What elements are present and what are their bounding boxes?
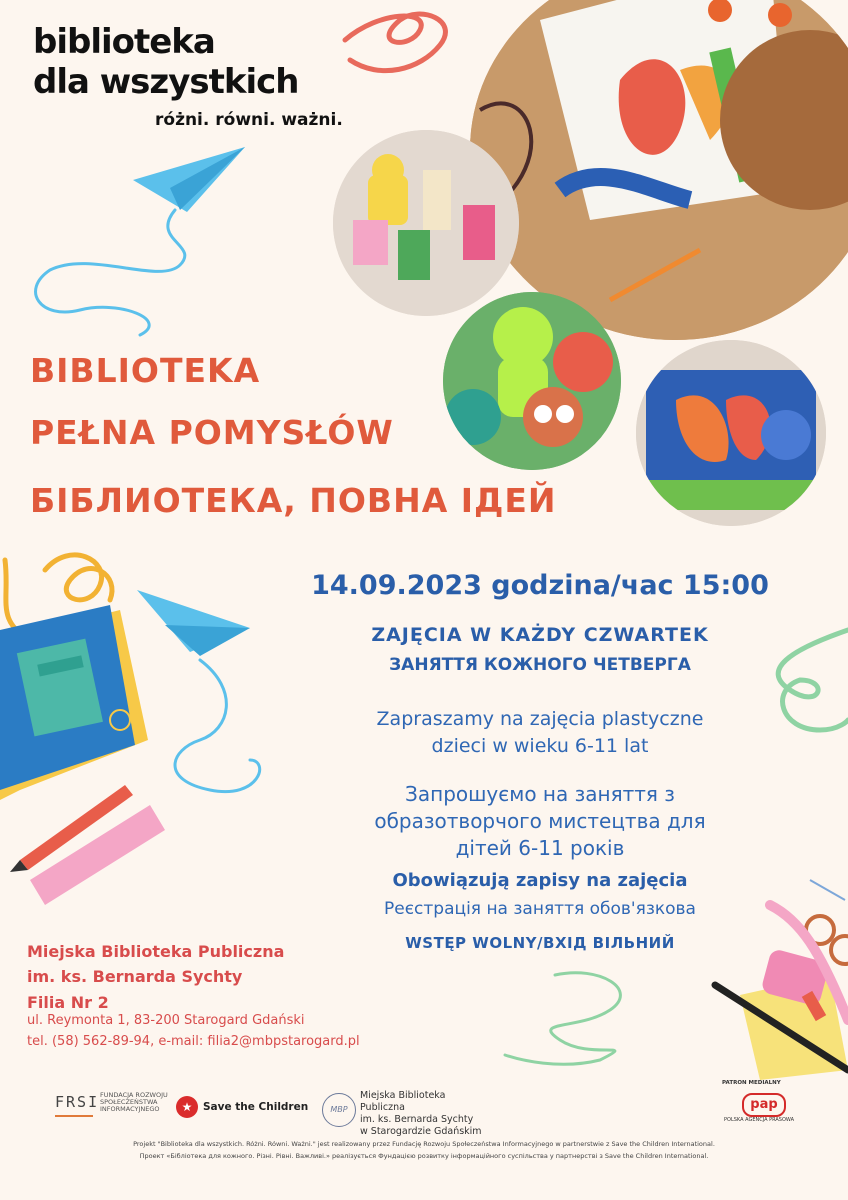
book-illustration — [0, 605, 148, 800]
library-contact: tel. (58) 562-89-94, e-mail: filia2@mbpstarogard.pl — [27, 1034, 360, 1049]
photo-butterfly-art — [636, 340, 826, 526]
mbp-footer-line-2: im. ks. Bernarda Sychty — [360, 1114, 474, 1125]
event-date-time: 14.09.2023 godzina/час 15:00 — [311, 570, 769, 601]
yellow-swirl — [45, 555, 112, 600]
library-street: ul. Reymonta 1, 83-200 Starogard Gdański — [27, 1013, 305, 1028]
footer-fineprint-pl: Projekt "Biblioteka dla wszystkich. Różni. Równi. Ważni." jest realizowany przez Fundację Rozwoju Społeczeństwa Informacyjnego w partnerstwie z Save the Children International. — [133, 1140, 715, 1148]
heading-line-3-ukrainian: БІБЛИОТЕКА, ПОВНА ІДЕЙ — [30, 481, 557, 520]
footer-fineprint-ua: Проект «Бібліотека для кожного. Різні. Рівні. Важливі.» реалізується Фундацією розвитку інформаційного суспільства у партнерстві з Save the Children International. — [139, 1152, 709, 1160]
invitation-pl-line-2: dzieci w wieku 6-11 lat — [431, 735, 649, 757]
media-patron-label: PATRON MEDIALNY — [722, 1080, 781, 1086]
save-the-children-logo — [176, 1096, 308, 1118]
invitation-pl-line-1: Zapraszamy na zajęcia plastyczne — [376, 708, 704, 730]
library-branch: Filia Nr 2 — [27, 993, 109, 1012]
save-the-children-text: Save the Children — [203, 1101, 309, 1113]
registration-required-pl: Obowiązują zapisy na zajęcia — [392, 870, 688, 891]
paper-plane-icon — [137, 590, 250, 656]
mbp-footer-line-3: w Starogardzie Gdańskim — [360, 1126, 482, 1137]
mbp-seal-logo: MBP — [322, 1093, 356, 1127]
invitation-ua-line-1: Запрошуємо на заняття з — [405, 782, 675, 806]
photo-paper-roll-crafts — [333, 130, 519, 316]
photo-felt-toys — [443, 292, 621, 470]
logo-line-1: biblioteka — [33, 22, 215, 62]
save-the-children-icon: ★ — [176, 1096, 198, 1118]
invitation-pl — [260, 706, 820, 760]
pap-subtitle: POLSKA AGENCJA PRASOWA — [724, 1117, 795, 1123]
invitation-ua-line-2: образотворчого мистецтва для — [374, 809, 706, 833]
registration-required-ua: Реєстрація на заняття обов'язкова — [384, 899, 696, 919]
paper-plane-icon — [133, 147, 245, 212]
library-name: Miejska Biblioteka Publiczna — [27, 942, 285, 961]
every-thursday-ua: ЗАНЯТТЯ КОЖНОГО ЧЕТВЕРГА — [389, 655, 691, 675]
red-swirl — [345, 14, 445, 71]
invitation-ua — [260, 781, 820, 862]
invitation-ua-line-3: дітей 6-11 років — [455, 836, 625, 860]
frsi-subtitle: FUNDACJA ROZWOJU SPOŁECZEŃSTWA INFORMACYJNEGO — [100, 1091, 168, 1113]
mbp-footer-text — [360, 1090, 490, 1138]
logo-line-2: dla wszystkich — [33, 62, 299, 102]
every-thursday-pl: ZAJĘCIA W KAŻDY CZWARTEK — [371, 624, 709, 646]
mbp-footer-line-1: Miejska Biblioteka Publiczna — [360, 1090, 446, 1113]
frsi-underline — [55, 1115, 93, 1117]
logo-tagline: różni. równi. ważni. — [155, 110, 343, 130]
plane-trail — [36, 210, 185, 335]
pap-logo: pap — [742, 1093, 786, 1117]
free-entry: WSTĘP WOLNY/ВХІД ВІЛЬНИЙ — [405, 934, 675, 952]
heading-line-2: PEŁNA POMYSŁÓW — [30, 413, 394, 452]
heading-line-1: BIBLIOTEKA — [30, 351, 261, 390]
frsi-logo: FRSI — [55, 1093, 100, 1111]
library-patron: im. ks. Bernarda Sychty — [27, 967, 243, 986]
